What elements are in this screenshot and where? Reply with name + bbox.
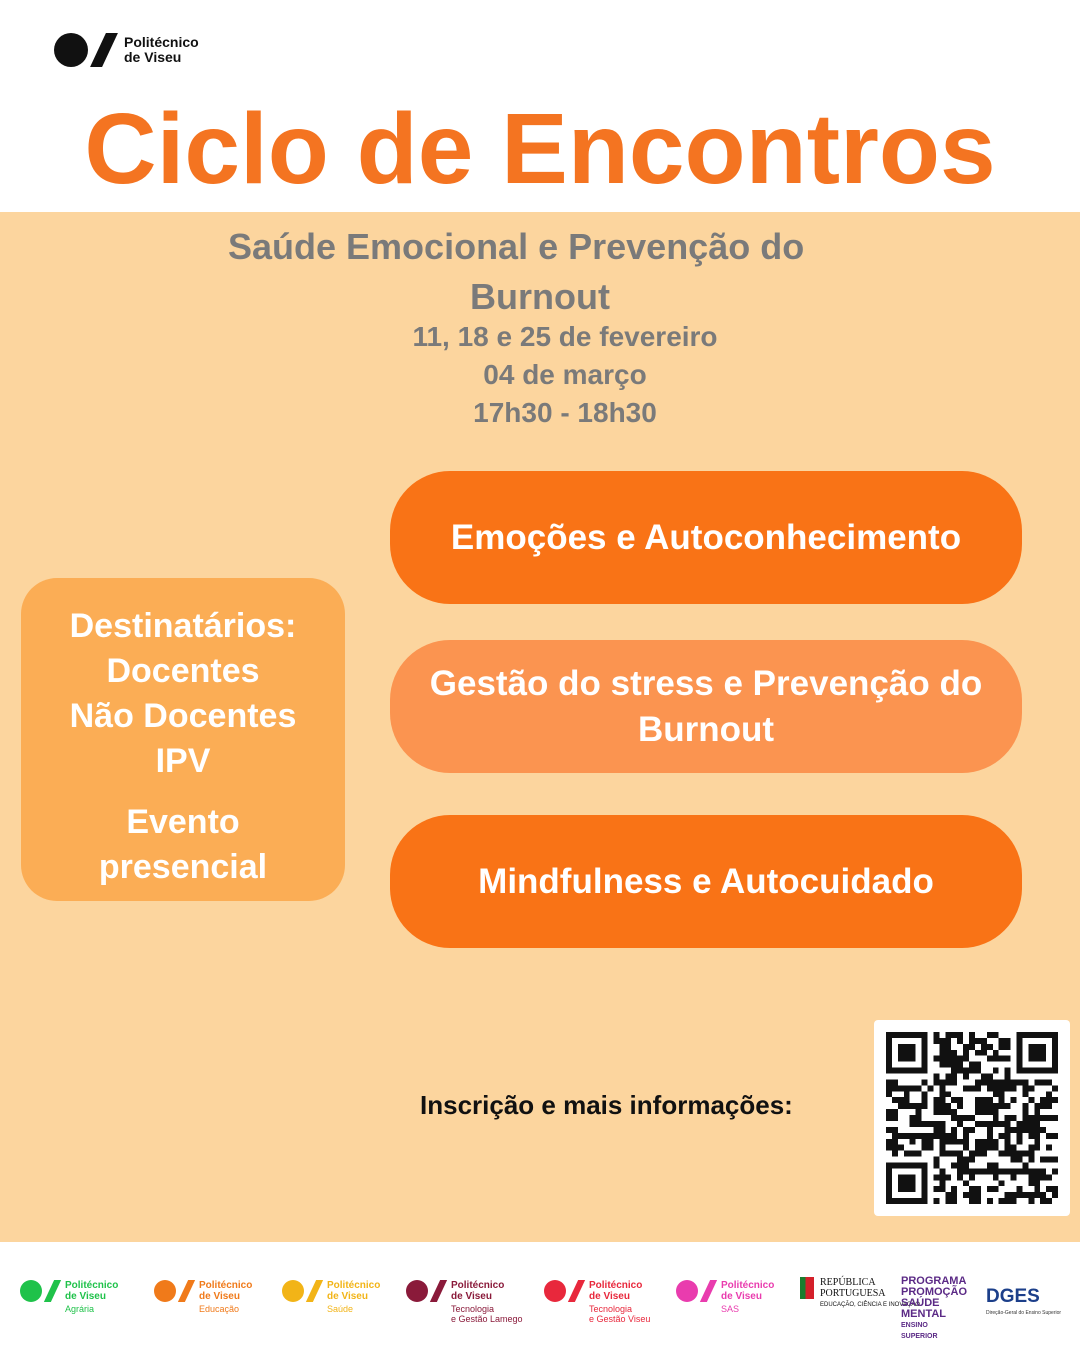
subtitle-line1: Saúde Emocional e Prevenção do — [228, 226, 805, 267]
audience-item: Docentes — [106, 652, 260, 690]
school-unit: Tecnologia — [451, 1304, 495, 1314]
programa-line4: ENSINO SUPERIOR — [901, 1322, 938, 1340]
programa-line1: PROGRAMA — [901, 1275, 967, 1287]
format-line1: Evento — [126, 803, 240, 841]
school-line1: Politécnico — [199, 1280, 253, 1291]
logo-slash-icon — [430, 1280, 447, 1302]
school-line2: de Viseu — [65, 1291, 106, 1302]
logo-dot-icon — [406, 1280, 428, 1302]
event-subtitle — [200, 222, 930, 322]
school-line1: Politécnico — [451, 1280, 505, 1291]
school-unit: Agrária — [65, 1304, 95, 1314]
logo-text-line1: Politécnico — [124, 34, 199, 50]
school-line2: de Viseu — [721, 1291, 762, 1302]
topic-label-line2: Burnout — [637, 709, 775, 749]
school-line1: Politécnico — [589, 1280, 643, 1291]
logo-dot-icon — [20, 1280, 42, 1302]
footer-logo-sas — [676, 1280, 774, 1314]
page-title: Ciclo de Encontros — [84, 93, 996, 205]
school-line2: de Viseu — [451, 1291, 492, 1302]
audience-item: IPV — [155, 742, 211, 780]
qr-code-icon — [886, 1032, 1058, 1204]
logo-text-line2: de Viseu — [124, 49, 182, 65]
school-line1: Politécnico — [327, 1280, 381, 1291]
topic-gestao-stress — [390, 640, 1022, 773]
school-line2: de Viseu — [589, 1291, 630, 1302]
topic-label-line1: Gestão do stress e Prevenção do — [429, 663, 983, 703]
audience-heading: Destinatários: — [69, 607, 297, 645]
programa-saude-mental-logo — [901, 1275, 967, 1342]
logo-slash-icon — [700, 1280, 717, 1302]
event-time: 17h30 - 18h30 — [473, 397, 657, 428]
dges-sub: Direção-Geral do Ensino Superior — [986, 1310, 1062, 1316]
format-line2: presencial — [98, 848, 268, 886]
school-line2: de Viseu — [327, 1291, 368, 1302]
school-unit2: e Gestão Viseu — [589, 1314, 651, 1324]
footer-logo-saude — [282, 1280, 380, 1314]
logo-slash-icon — [44, 1280, 61, 1302]
politecnico-viseu-logo — [54, 33, 199, 67]
logo-dot-icon — [54, 33, 88, 67]
programa-line3: SAÚDE MENTAL — [901, 1297, 947, 1320]
logo-dot-icon — [676, 1280, 698, 1302]
school-line2: de Viseu — [199, 1291, 240, 1302]
dges-text: DGES — [986, 1286, 1040, 1307]
logo-slash-icon — [568, 1280, 585, 1302]
dates-line2: 04 de março — [483, 359, 647, 390]
audience-box — [21, 578, 345, 901]
dges-logo — [986, 1286, 1061, 1316]
republica-line2: PORTUGUESA — [820, 1288, 886, 1299]
logo-slash-icon — [90, 33, 118, 67]
footer-logo-tecnologia-viseu — [544, 1280, 650, 1324]
school-line1: Politécnico — [721, 1280, 775, 1291]
event-schedule — [365, 318, 765, 432]
logo-slash-icon — [306, 1280, 323, 1302]
qr-code[interactable] — [874, 1020, 1070, 1216]
school-unit: Saúde — [327, 1304, 354, 1314]
logo-dot-icon — [282, 1280, 304, 1302]
logo-slash-icon — [178, 1280, 195, 1302]
footer-logo-educacao — [154, 1280, 252, 1314]
topic-emocoes — [390, 471, 1022, 604]
topic-label: Mindfulness e Autocuidado — [478, 861, 934, 901]
logo-dot-icon — [154, 1280, 176, 1302]
school-unit: Educação — [199, 1304, 240, 1314]
logo-dot-icon — [544, 1280, 566, 1302]
registration-label: Inscrição e mais informações: — [420, 1090, 793, 1120]
audience-item: Não Docentes — [69, 697, 297, 735]
topic-mindfulness — [390, 815, 1022, 948]
dates-line1: 11, 18 e 25 de fevereiro — [412, 321, 718, 352]
portugal-flag-icon — [800, 1277, 814, 1299]
footer-logo-tecnologia-lamego — [406, 1280, 523, 1324]
school-unit: Tecnologia — [589, 1304, 633, 1314]
footer-logo-agraria — [20, 1280, 118, 1314]
school-unit: SAS — [721, 1304, 740, 1314]
school-line1: Politécnico — [65, 1280, 119, 1291]
republica-sub: EDUCAÇÃO, CIÊNCIA E INOVAÇÃO — [820, 1302, 920, 1308]
school-unit2: e Gestão Lamego — [451, 1314, 523, 1324]
republica-line1: REPÚBLICA — [820, 1277, 876, 1288]
topic-label: Emoções e Autoconhecimento — [450, 517, 962, 557]
programa-line2: PROMOÇÃO — [901, 1286, 967, 1298]
subtitle-line2: Burnout — [470, 276, 610, 317]
